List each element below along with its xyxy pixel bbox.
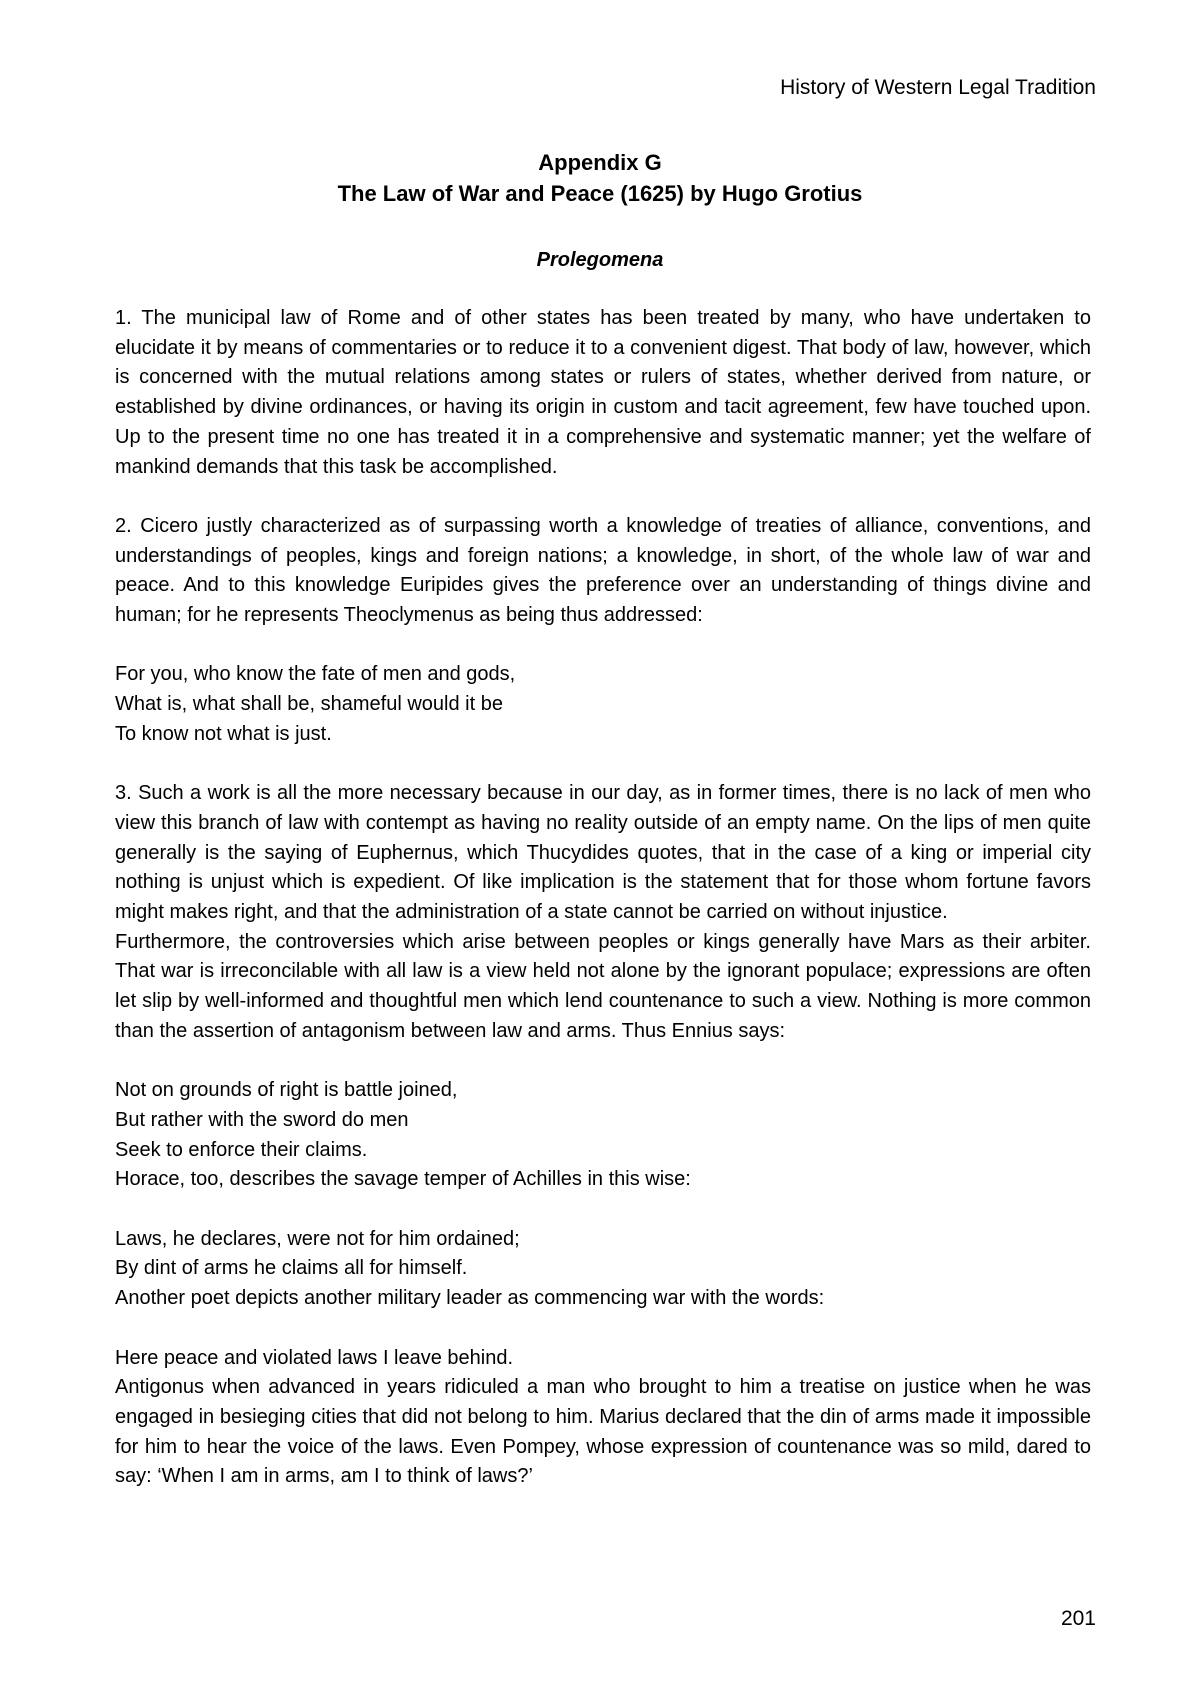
paragraph-gap bbox=[115, 1195, 1091, 1225]
paragraph-gap bbox=[115, 482, 1091, 512]
work-title: The Law of War and Peace (1625) by Hugo Grotius bbox=[337, 181, 863, 206]
paragraph-4: Furthermore, the controversies which arise between peoples or kings generally have Mars as their arbiter. That war is irreconcilable with all law is a view held not alone by the ignorant populace; expressions are often let slip by well-informed and thoughtful men which lend countenance to such a view. Nothing is more common than the assertion of antagonism between law and arms. Thus Ennius says: bbox=[115, 930, 1091, 1042]
verse-1-line-1: For you, who know the fate of men and gods, bbox=[115, 663, 516, 686]
verse-3-line-2: By dint of arms he claims all for himself. bbox=[115, 1257, 468, 1280]
paragraph-gap bbox=[115, 1047, 1091, 1077]
verse-2-line-1: Not on grounds of right is battle joined, bbox=[115, 1079, 458, 1102]
verse-3-line-1: Laws, he declares, were not for him ordained; bbox=[115, 1227, 520, 1250]
paragraph-5: Horace, too, describes the savage temper of Achilles in this wise: bbox=[115, 1168, 691, 1191]
verse-1-line-3: To know not what is just. bbox=[115, 722, 332, 745]
title-block bbox=[0, 147, 1200, 209]
paragraph-7: Antigonus when advanced in years ridiculed a man who brought to him a treatise on justice when he was engaged in besieging cities that did not belong to him. Marius declared that the din of arms made it impossible for him to hear the voice of the laws. Even Pompey, whose expression of countenance was so mild, dared to say: ‘When I am in arms, am I to think of laws?’ bbox=[115, 1376, 1091, 1488]
appendix-title: Appendix G bbox=[538, 150, 662, 175]
paragraph-6: Another poet depicts another military leader as commencing war with the words: bbox=[115, 1287, 825, 1310]
verse-4: Here peace and violated laws I leave behind. bbox=[115, 1346, 514, 1369]
verse-1-line-2: What is, what shall be, shameful would it be bbox=[115, 693, 503, 716]
body-text bbox=[115, 304, 1091, 1492]
section-subtitle: Prolegomena bbox=[536, 249, 664, 271]
verse-2-line-2: But rather with the sword do men bbox=[115, 1108, 409, 1131]
verse-2-line-3: Seek to enforce their claims. bbox=[115, 1138, 368, 1161]
page-number: 201 bbox=[1060, 1607, 1096, 1630]
paragraph-2: 2. Cicero justly characterized as of surpassing worth a knowledge of treaties of alliance, conventions, and understandings of peoples, kings and foreign nations; a knowledge, in short, of the whole law of war and peace. And to this knowledge Euripides gives the preference over an understanding of things divine and human; for he represents Theoclymenus as being thus addressed: bbox=[115, 514, 1091, 627]
paragraph-3: 3. Such a work is all the more necessary because in our day, as in former times, there is no lack of men who view this branch of law with contempt as having no reality outside of an empty name. On the lips of men quite generally is the saying of Euphernus, which Thucydides quotes, that in the case of a king or imperial city nothing is unjust which is expedient. Of like implication is the statement that for those whom fortune favors might makes right, and that the administration of a state cannot be carried on without injustice. bbox=[115, 782, 1091, 924]
paragraph-gap bbox=[115, 631, 1091, 661]
running-header: History of Western Legal Tradition bbox=[780, 76, 1096, 99]
paragraph-gap bbox=[115, 1314, 1091, 1344]
paragraph-1: 1. The municipal law of Rome and of other states has been treated by many, who have undertaken to elucidate it by means of commentaries or to reduce it to a convenient digest. That body of law, however, which is concerned with the mutual relations among states or rulers of states, whether derived from nature, or established by divine ordinances, or having its origin in custom and tacit agreement, few have touched upon. Up to the present time no one has treated it in a comprehensive and systematic manner; yet the welfare of mankind demands that this task be accomplished. bbox=[115, 307, 1091, 478]
paragraph-gap bbox=[115, 750, 1091, 780]
